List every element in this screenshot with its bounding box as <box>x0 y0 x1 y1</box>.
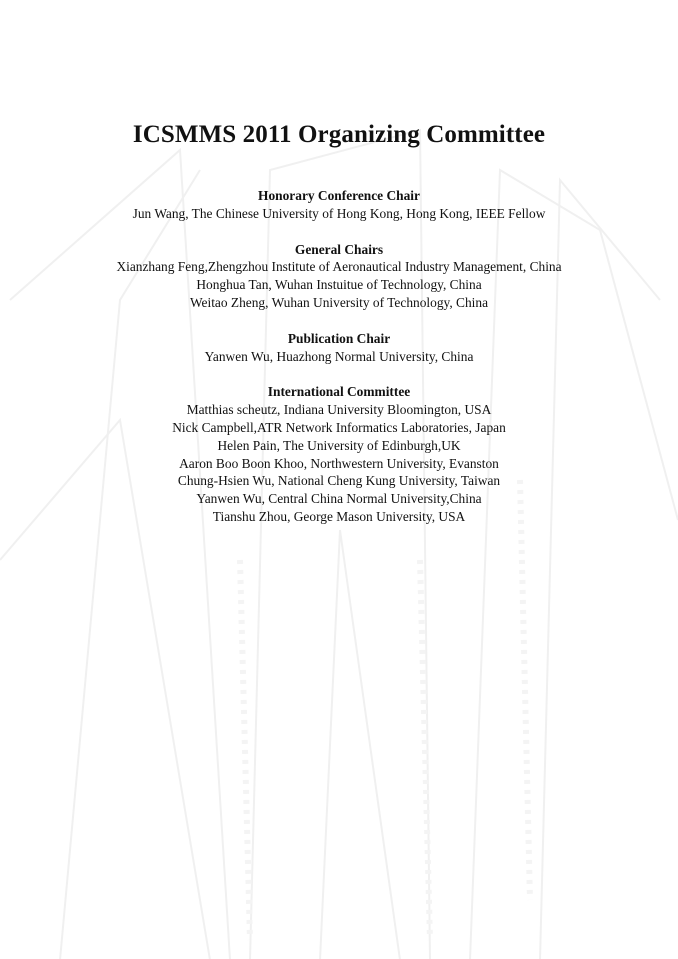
section-heading: International Committee <box>267 384 411 400</box>
section-general-chairs <box>0 241 678 312</box>
committee-sections <box>0 187 678 544</box>
member-line: Helen Pain, The University of Edinburgh,UK <box>217 437 461 453</box>
section-honorary-chair <box>0 187 678 223</box>
member-line: Yanwen Wu, Central China Normal University,China <box>196 491 482 507</box>
section-heading: Honorary Conference Chair <box>258 188 420 203</box>
section-heading: Publication Chair <box>287 330 391 346</box>
member-line: Tianshu Zhou, George Mason University, USA <box>212 508 466 524</box>
section-heading: General Chairs <box>294 241 384 257</box>
member-line: Yanwen Wu, Huazhong Normal University, China <box>204 348 474 364</box>
member-line: Chung-Hsien Wu, National Cheng Kung University, Taiwan <box>177 473 501 489</box>
member-line: Jun Wang, The Chinese University of Hong Kong, Hong Kong, IEEE Fellow <box>132 205 546 221</box>
section-publication-chair <box>0 330 678 366</box>
section-international-committee <box>0 383 678 525</box>
member-line: Weitao Zheng, Wuhan University of Technology, China <box>189 294 489 310</box>
member-line: Nick Campbell,ATR Network Informatics Laboratories, Japan <box>172 419 506 435</box>
member-line: Aaron Boo Boon Khoo, Northwestern University, Evanston <box>179 455 499 471</box>
member-line: Honghua Tan, Wuhan Instuitue of Technology, China <box>196 277 482 293</box>
member-line: Matthias scheutz, Indiana University Bloomington, USA <box>186 402 492 418</box>
member-line: Xianzhang Feng,Zhengzhou Institute of Aeronautical Industry Management, China <box>116 259 562 275</box>
page-title: ICSMMS 2011 Organizing Committee <box>132 121 546 148</box>
